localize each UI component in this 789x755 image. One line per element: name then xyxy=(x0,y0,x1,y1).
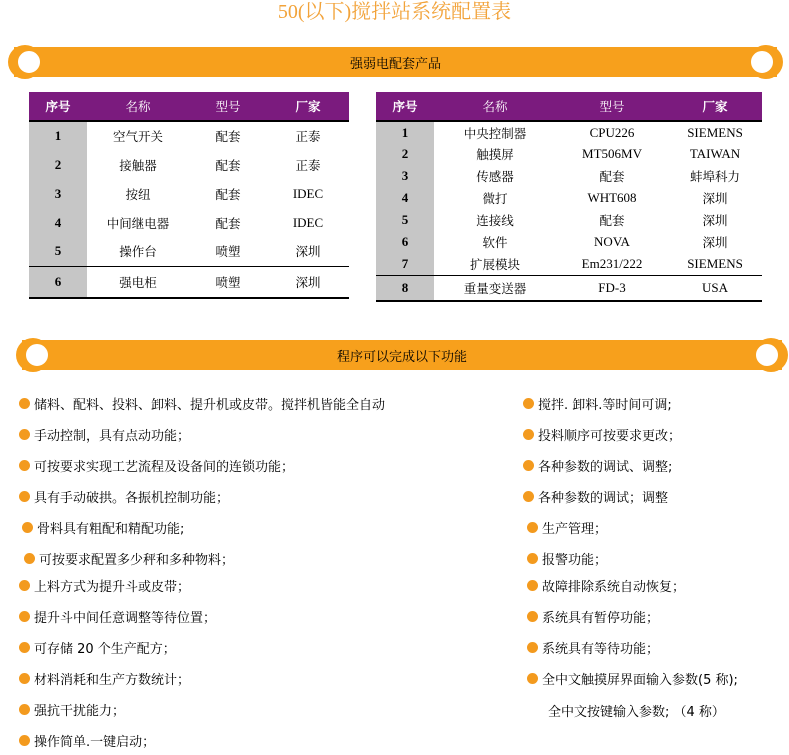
bullet-icon xyxy=(19,704,30,715)
feature-item xyxy=(523,487,668,506)
feature-text: 强抗干扰能力； xyxy=(34,704,126,719)
table-row xyxy=(29,179,349,208)
bullet-icon xyxy=(19,429,30,440)
table-row xyxy=(376,143,762,165)
cell-model: FD-3 xyxy=(556,275,668,301)
feature-item xyxy=(527,669,738,688)
feature-text: 各种参数的调试；调整 xyxy=(538,491,669,506)
feature-text: 可按要求实现工艺流程及设备间的连锁功能； xyxy=(34,460,295,475)
table-row xyxy=(376,187,762,209)
cell-model: NOVA xyxy=(594,234,630,249)
cell-model: 配套 xyxy=(215,215,241,231)
table-row xyxy=(376,121,762,143)
feature-item xyxy=(19,425,190,444)
feature-item xyxy=(527,638,659,657)
col-header-index: 序号 xyxy=(29,92,87,121)
cell-index: 1 xyxy=(376,121,434,143)
feature-item xyxy=(19,607,216,626)
cell-maker: SIEMENS xyxy=(687,124,743,140)
cell-model: 配套 xyxy=(215,129,241,144)
cell-name: 操作台 xyxy=(119,244,157,260)
section-banner-electrical xyxy=(14,47,777,77)
feature-item xyxy=(24,549,234,568)
col-header-name: 名称 xyxy=(434,92,556,121)
feature-text: 搅拌. 卸料.等时间可调; xyxy=(538,398,672,413)
col-header-maker: 厂家 xyxy=(267,92,349,121)
feature-text: 具有手动破拱。各振机控制功能； xyxy=(34,491,230,506)
feature-item xyxy=(19,576,190,595)
feature-text: 可按要求配置多少秤和多种物料； xyxy=(39,553,235,568)
feature-text: 上料方式为提升斗或皮带； xyxy=(34,580,191,595)
feature-item xyxy=(527,576,685,595)
feature-text: 骨料具有粗配和精配功能; xyxy=(37,522,185,537)
feature-item xyxy=(22,518,184,537)
cell-index: 3 xyxy=(376,165,434,187)
bullet-icon xyxy=(527,522,538,533)
cell-maker: 深圳 xyxy=(295,244,321,260)
bullet-icon xyxy=(527,580,538,591)
bullet-icon xyxy=(19,735,30,746)
cell-name: 接触器 xyxy=(119,157,157,173)
cell-maker: 正泰 xyxy=(295,157,321,173)
bullet-icon xyxy=(523,491,534,502)
table-row xyxy=(376,231,762,253)
feature-item xyxy=(19,394,385,413)
cell-name: 触摸屏 xyxy=(476,147,514,162)
bullet-icon xyxy=(24,553,35,564)
cell-name: 按纽 xyxy=(125,186,151,202)
cell-name: 传感器 xyxy=(476,169,514,184)
table-row xyxy=(376,165,762,187)
bullet-icon xyxy=(19,398,30,409)
table-left xyxy=(29,92,349,299)
table-row xyxy=(376,253,762,275)
feature-item xyxy=(527,518,607,537)
banner-right-circle xyxy=(749,49,775,75)
cell-maker: TAIWAN xyxy=(689,146,741,161)
cell-maker: SIEMENS xyxy=(687,255,743,271)
table-row xyxy=(29,237,349,266)
cell-maker: 深圳 xyxy=(702,191,728,206)
cell-index: 4 xyxy=(376,187,434,209)
cell-name: 中央控制器 xyxy=(463,125,527,141)
feature-item xyxy=(527,607,659,626)
cell-model: Em231/222 xyxy=(581,255,643,271)
feature-text: 储料、配料、投料、卸料、提升机或皮带。搅拌机皆能全自动 xyxy=(34,398,386,413)
cell-index: 2 xyxy=(29,150,87,179)
feature-text: 各种参数的调试、调整; xyxy=(538,460,673,475)
feature-item xyxy=(19,638,176,657)
bullet-icon xyxy=(19,611,30,622)
cell-name: 软件 xyxy=(482,235,508,250)
bullet-icon xyxy=(19,642,30,653)
cell-maker: 深圳 xyxy=(702,235,728,250)
page-title: 50(以下)搅拌站系统配置表 xyxy=(277,1,512,23)
table-row xyxy=(29,208,349,237)
bullet-icon xyxy=(19,673,30,684)
cell-maker: 正泰 xyxy=(295,129,321,144)
table-row xyxy=(376,209,762,231)
cell-name: 重量变送器 xyxy=(434,275,556,301)
feature-item xyxy=(523,394,672,413)
col-header-model: 型号 xyxy=(556,92,668,121)
banner-title: 程序可以完成以下功能 xyxy=(336,349,467,365)
cell-index: 5 xyxy=(376,209,434,231)
cell-model: 配套 xyxy=(599,169,625,184)
cell-index: 4 xyxy=(29,208,87,237)
cell-name: 微打 xyxy=(482,191,508,206)
section-banner-functions xyxy=(22,340,782,370)
cell-maker: 深圳 xyxy=(267,266,349,298)
feature-item xyxy=(523,425,681,444)
bullet-icon xyxy=(19,491,30,502)
cell-model: 配套 xyxy=(599,213,625,228)
cell-model: 喷塑 xyxy=(215,244,241,260)
cell-name: 连接线 xyxy=(476,213,514,228)
feature-text: 投料顺序可按要求更改； xyxy=(538,429,682,444)
cell-model: 配套 xyxy=(215,157,241,173)
cell-name: 空气开关 xyxy=(112,129,163,144)
cell-model: MT506MV xyxy=(582,146,642,161)
cell-maker: USA xyxy=(668,275,762,301)
bullet-icon xyxy=(527,642,538,653)
cell-index: 1 xyxy=(29,121,87,150)
banner-left-circle xyxy=(24,342,50,368)
col-header-name: 名称 xyxy=(87,92,189,121)
bullet-icon xyxy=(19,580,30,591)
feature-text: 材料消耗和生产方数统计； xyxy=(34,673,191,688)
feature-text: 故障排除系统自动恢复； xyxy=(542,580,686,595)
bullet-icon xyxy=(527,611,538,622)
cell-name: 强电柜 xyxy=(87,266,189,298)
cell-model: 喷塑 xyxy=(189,266,267,298)
cell-index: 8 xyxy=(376,275,434,301)
feature-text: 报警功能； xyxy=(542,553,608,568)
cell-maker: 深圳 xyxy=(702,213,728,228)
cell-index: 6 xyxy=(29,266,87,298)
feature-item xyxy=(19,669,190,688)
banner-left-circle xyxy=(16,49,42,75)
feature-text: 生产管理； xyxy=(542,522,608,537)
feature-text: 系统具有等待功能； xyxy=(542,642,660,657)
bullet-icon xyxy=(527,673,538,684)
cell-model: WHT608 xyxy=(587,190,637,205)
feature-item xyxy=(523,456,672,475)
bullet-icon xyxy=(527,553,538,564)
bullet-icon xyxy=(22,522,33,533)
feature-item xyxy=(527,549,607,568)
feature-text: 手动控制，具有点动功能； xyxy=(34,429,191,444)
feature-text: 提升斗中间任意调整等待位置； xyxy=(34,611,217,626)
feature-item xyxy=(19,487,229,506)
banner-right-circle xyxy=(754,342,780,368)
table-row xyxy=(29,150,349,179)
bullet-icon xyxy=(19,460,30,471)
cell-name: 扩展模块 xyxy=(469,256,520,272)
bullet-icon xyxy=(523,460,534,471)
col-header-model: 型号 xyxy=(189,92,267,121)
bullet-icon xyxy=(523,398,534,409)
bullet-icon xyxy=(523,429,534,440)
cell-maker: IDEC xyxy=(292,185,324,201)
col-header-index: 序号 xyxy=(376,92,434,121)
feature-text: 全中文触摸屏界面输入参数(5 称); xyxy=(542,673,738,688)
table-row xyxy=(376,275,762,301)
cell-index: 2 xyxy=(376,143,434,165)
table-row xyxy=(29,121,349,150)
cell-index: 5 xyxy=(29,237,87,266)
cell-name: 中间继电器 xyxy=(106,215,170,231)
cell-model: CPU226 xyxy=(589,124,635,140)
feature-text: 全中文按键输入参数; （4 称） xyxy=(548,705,725,720)
feature-item xyxy=(19,700,125,719)
feature-item xyxy=(19,731,155,750)
feature-text: 可存储 20 个生产配方； xyxy=(34,642,176,657)
cell-model: 配套 xyxy=(215,186,241,202)
cell-maker: IDEC xyxy=(292,214,324,230)
cell-index: 3 xyxy=(29,179,87,208)
cell-index: 7 xyxy=(376,253,434,275)
banner-title: 强弱电配套产品 xyxy=(349,56,441,72)
col-header-maker: 厂家 xyxy=(668,92,762,121)
cell-maker: 蚌埠科力 xyxy=(689,169,740,184)
feature-item xyxy=(548,701,725,720)
table-right xyxy=(376,92,762,302)
feature-text: 系统具有暂停功能； xyxy=(542,611,660,626)
feature-text: 操作简单.一键启动； xyxy=(34,735,156,750)
cell-index: 6 xyxy=(376,231,434,253)
feature-item xyxy=(19,456,294,475)
table-row xyxy=(29,266,349,298)
